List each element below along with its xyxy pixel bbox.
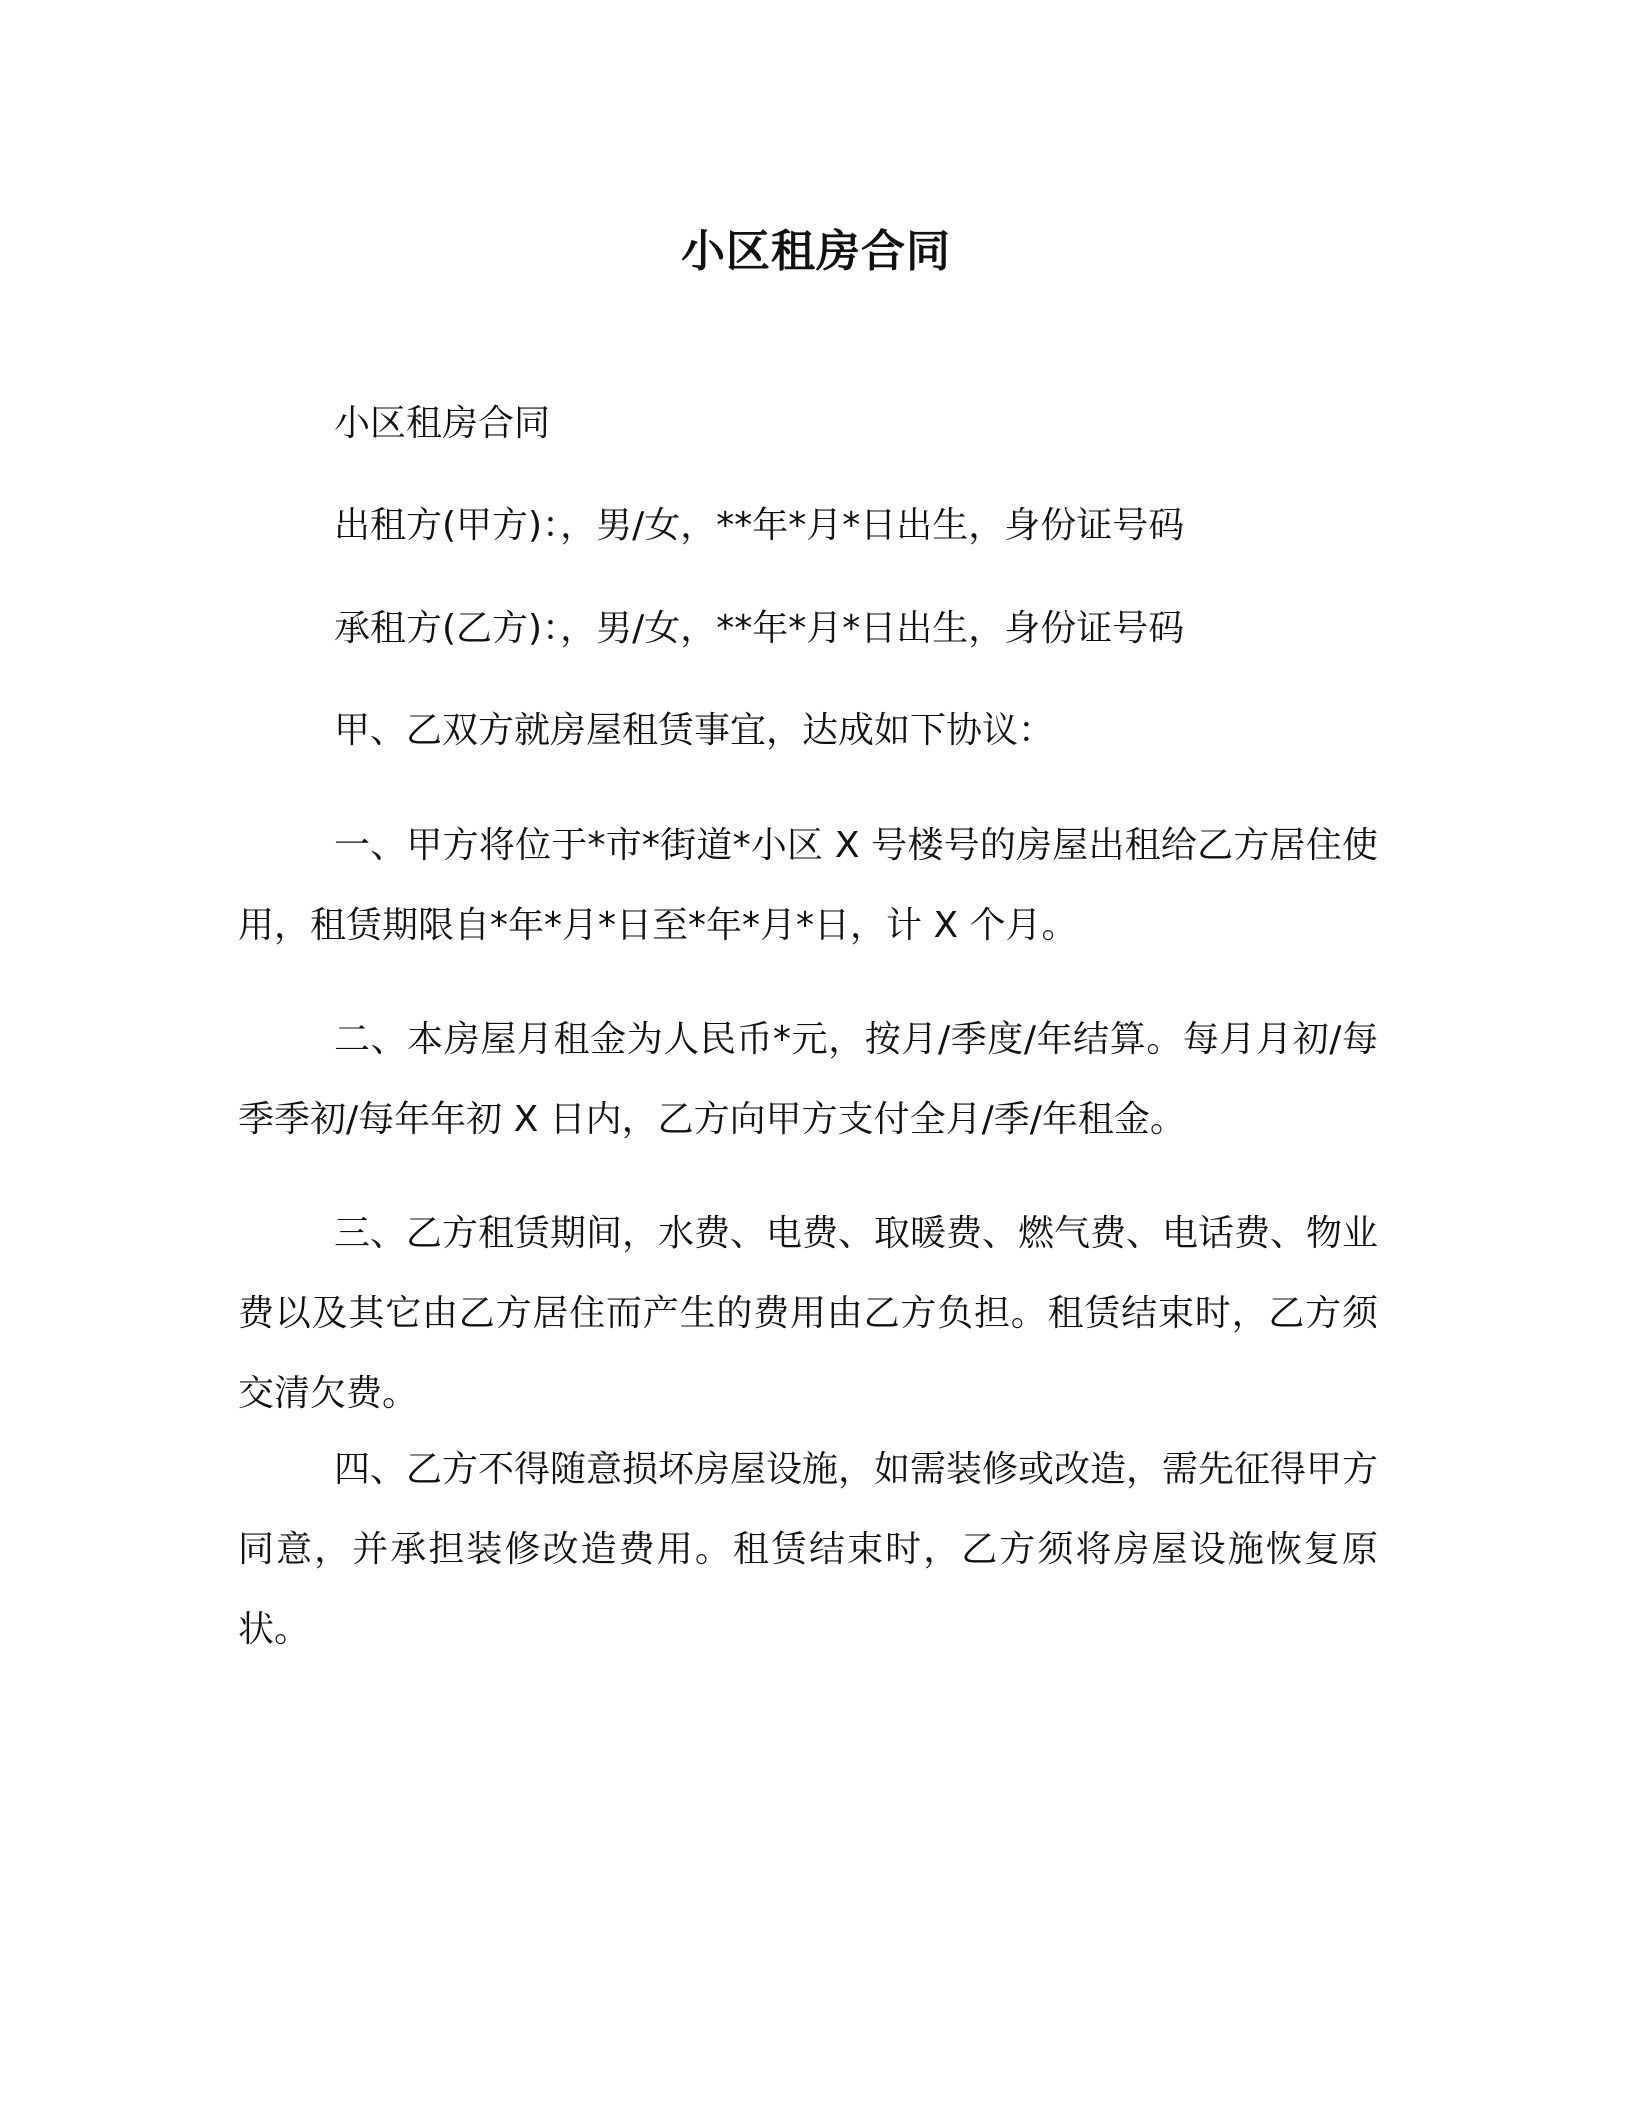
- clause-4: 四、乙方不得随意损坏房屋设施，如需装修或改造，需先征得甲方同意，并承担装修改造费用。租赁结束时，乙方须将房屋设施恢复原状。: [238, 1449, 1379, 1650]
- agreement-intro: 甲、乙双方就房屋租赁事宜，达成如下协议：: [334, 710, 1055, 751]
- document-subtitle: 小区租房合同: [334, 403, 551, 444]
- clause-1: 一、甲方将位于*市*街道*小区 X 号楼号的房屋出租给乙方居住使用，租赁期限自*年*月*日至*年*月*日，计 X 个月。: [238, 825, 1378, 946]
- clause-2: 二、本房屋月租金为人民币*元，按月/季度/年结算。每月月初/每季季初/每年年初 X 日内，乙方向甲方支付全月/季/年租金。: [238, 1019, 1378, 1140]
- document-title: 小区租房合同: [681, 226, 951, 277]
- clause-3: 三、乙方租赁期间，水费、电费、取暖费、燃气费、电话费、物业费以及其它由乙方居住而产生的费用由乙方负担。租赁结束时，乙方须交清欠费。: [238, 1213, 1379, 1414]
- lessee-line: 承租方(乙方)：，男/女，**年*月*日出生，身份证号码: [334, 608, 1185, 649]
- lessor-line: 出租方(甲方)：，男/女，**年*月*日出生，身份证号码: [334, 505, 1185, 546]
